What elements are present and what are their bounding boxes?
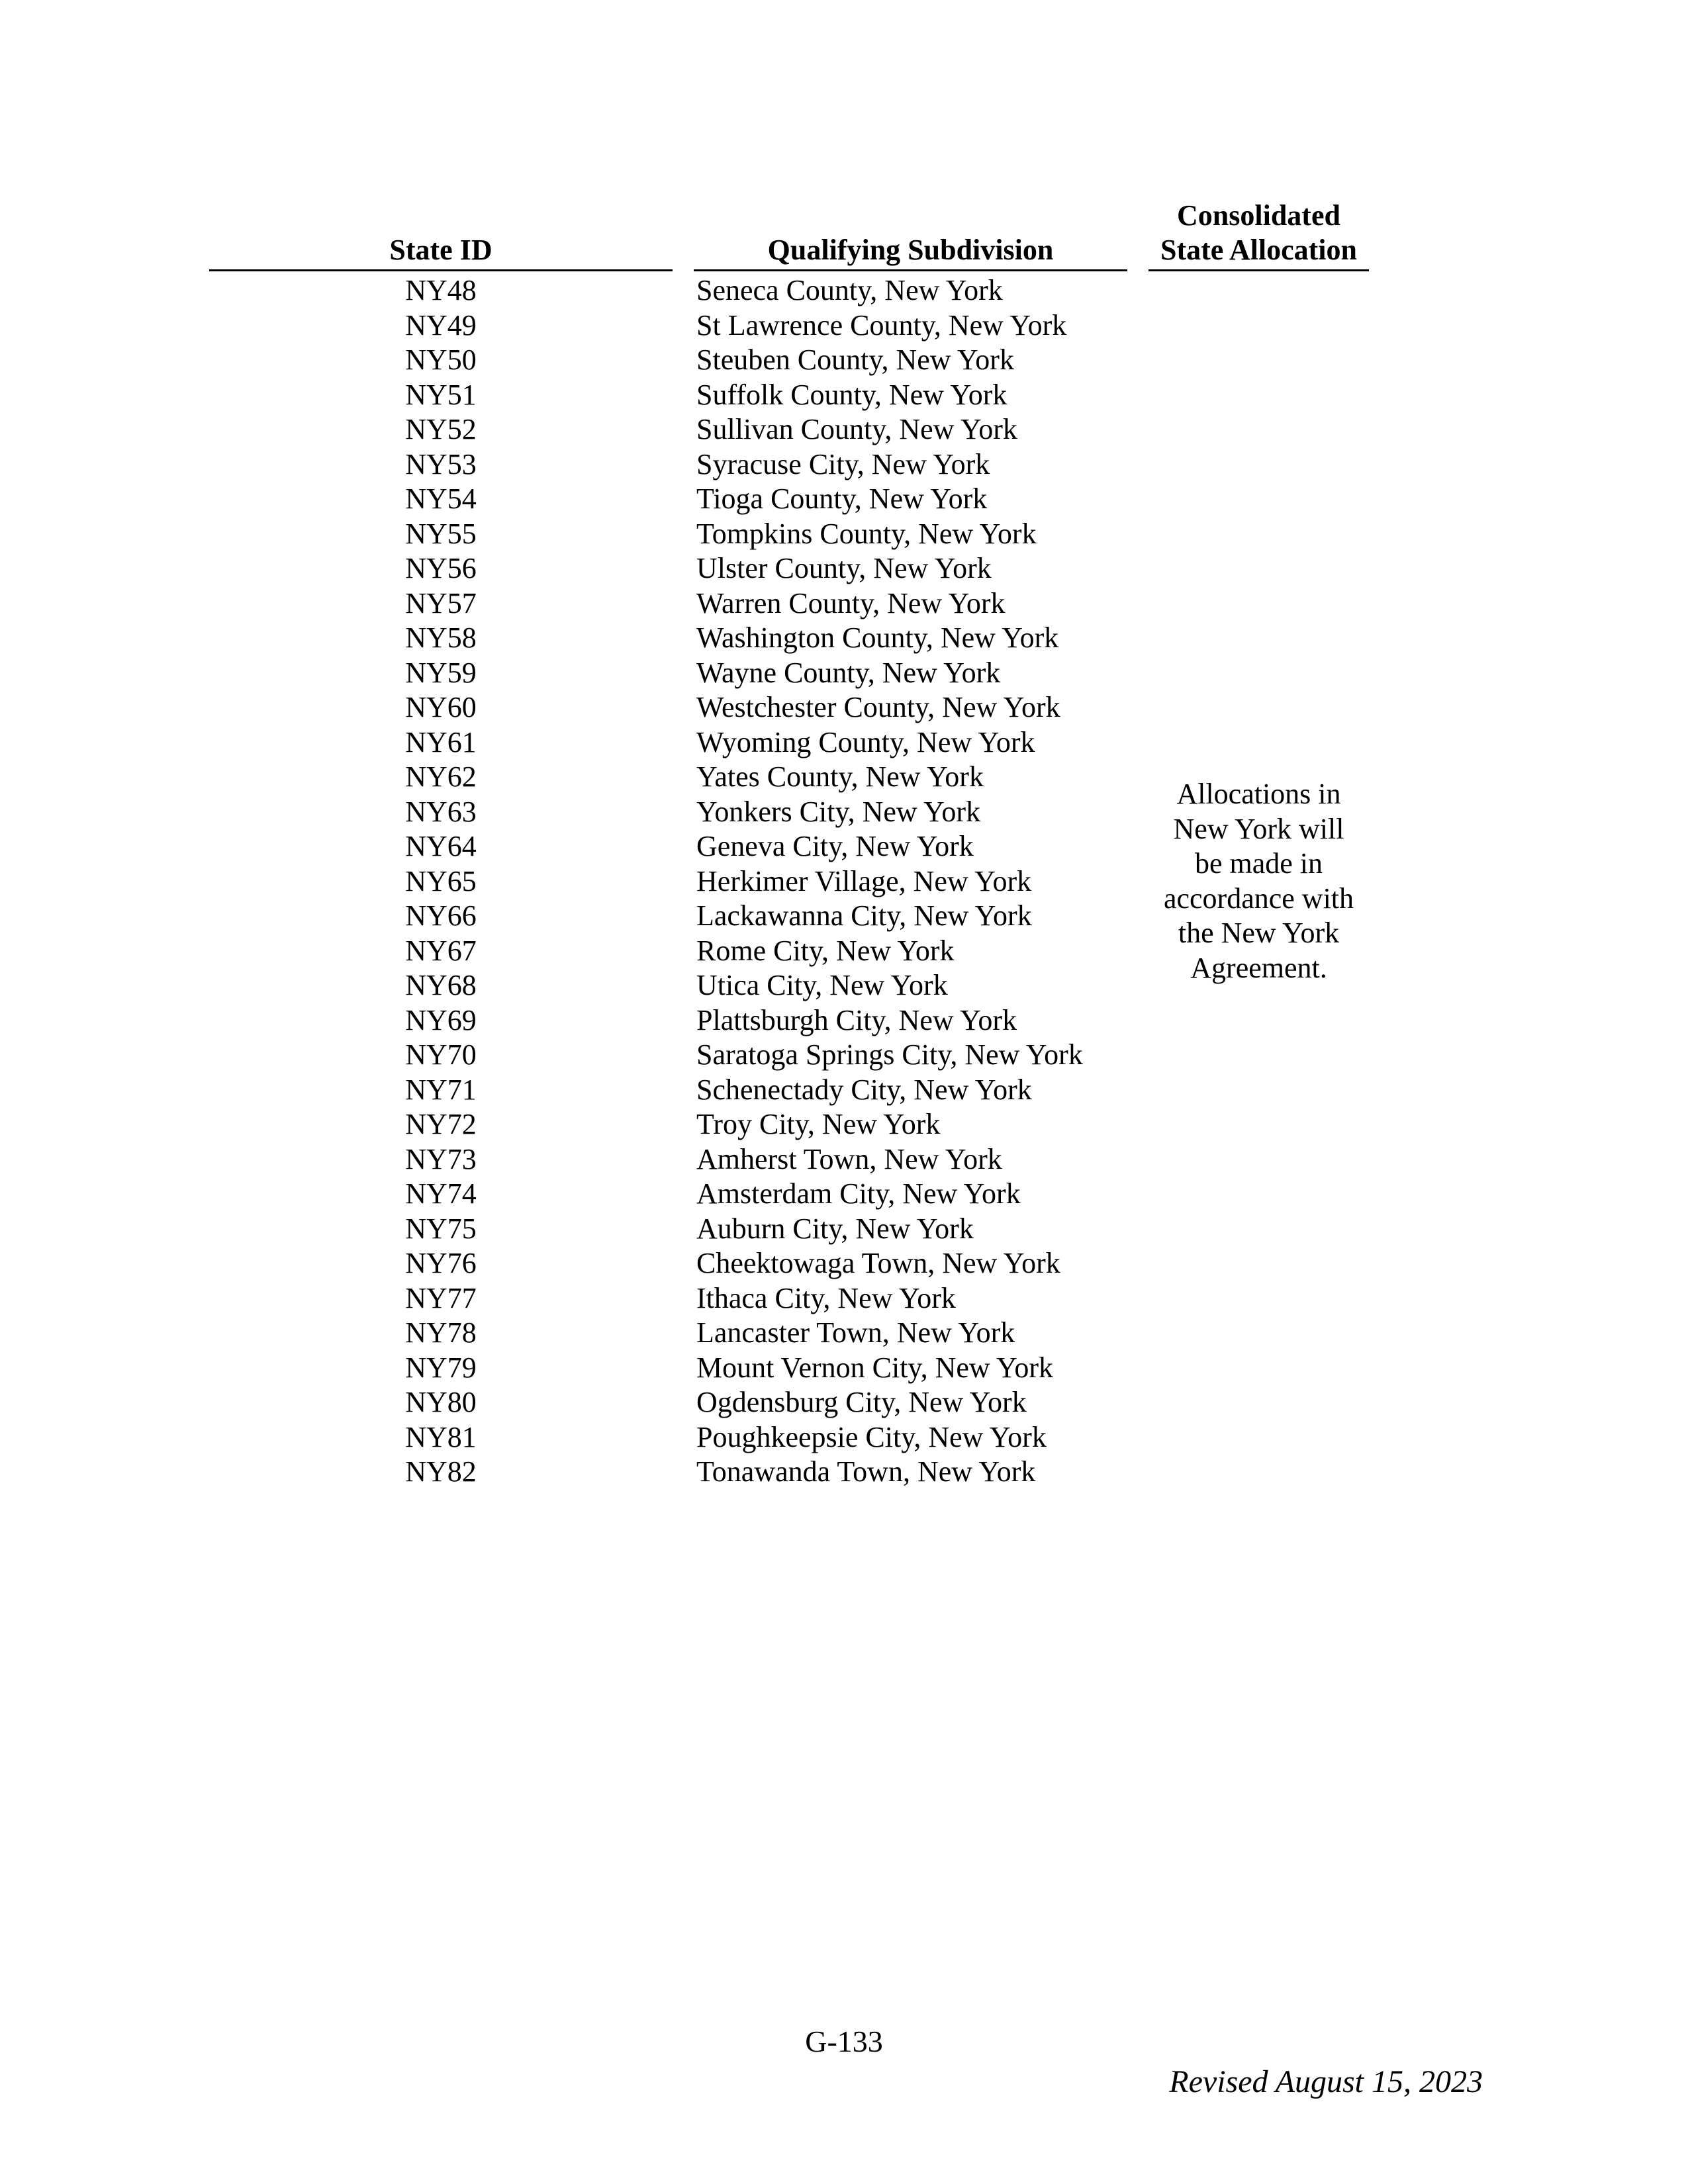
state-id-cell: NY51 (405, 378, 477, 411)
header-consolidated-state-allocation (1149, 199, 1369, 267)
subdivision-cell: Westchester County, New York (696, 691, 1060, 723)
header-allocation-line2: State Allocation (1160, 234, 1357, 266)
state-id-cell: NY52 (405, 413, 477, 445)
table-row (0, 725, 1688, 760)
state-id-cell: NY78 (405, 1316, 477, 1349)
state-id-cell: NY68 (405, 969, 477, 1001)
table-row (0, 1003, 1688, 1038)
table-row (0, 656, 1688, 691)
table-row (0, 308, 1688, 343)
subdivision-cell: Poughkeepsie City, New York (696, 1420, 1047, 1453)
table-row (0, 517, 1688, 552)
state-id-cell: NY74 (405, 1177, 477, 1210)
state-id-cell: NY65 (405, 864, 477, 897)
state-id-cell: NY59 (405, 656, 477, 689)
state-id-cell: NY56 (405, 552, 477, 584)
subdivision-cell: Sullivan County, New York (696, 413, 1017, 445)
table-row (0, 1455, 1688, 1490)
table-row (0, 586, 1688, 621)
table-row (0, 551, 1688, 586)
table-row (0, 273, 1688, 308)
table-row (0, 934, 1688, 969)
state-id-cell: NY57 (405, 586, 477, 619)
table-row (0, 690, 1688, 725)
state-id-cell: NY76 (405, 1247, 477, 1279)
subdivision-cell: Ulster County, New York (696, 552, 992, 584)
table-row (0, 864, 1688, 899)
state-id-cell: NY53 (405, 447, 477, 480)
state-id-cell: NY60 (405, 691, 477, 723)
state-id-cell: NY82 (405, 1455, 477, 1488)
subdivision-cell: Suffolk County, New York (696, 378, 1008, 411)
state-id-cell: NY79 (405, 1351, 477, 1384)
state-id-cell: NY61 (405, 725, 477, 758)
subdivision-cell: Lancaster Town, New York (696, 1316, 1015, 1349)
state-id-cell: NY69 (405, 1003, 477, 1036)
subdivision-cell: Yonkers City, New York (696, 795, 981, 828)
subdivision-cell: Geneva City, New York (696, 830, 974, 862)
state-id-cell: NY50 (405, 343, 477, 376)
table-row (0, 378, 1688, 413)
page-number: G-133 (805, 2025, 883, 2058)
subdivision-cell: Amherst Town, New York (696, 1142, 1002, 1175)
subdivision-cell: Tioga County, New York (696, 482, 988, 515)
table-row (0, 1316, 1688, 1351)
table-row (0, 795, 1688, 830)
state-id-cell: NY58 (405, 621, 477, 654)
state-id-cell: NY55 (405, 517, 477, 550)
subdivision-cell: Amsterdam City, New York (696, 1177, 1021, 1210)
state-id-cell: NY62 (405, 760, 477, 793)
subdivision-cell: Utica City, New York (696, 969, 948, 1001)
subdivision-cell: Tompkins County, New York (696, 517, 1037, 550)
allocation-note: Allocations in New York will be made in accordance with the New York Agreement. (1163, 778, 1354, 984)
table-row (0, 1351, 1688, 1386)
state-id-cell: NY77 (405, 1281, 477, 1314)
revised-date: Revised August 15, 2023 (1169, 2064, 1483, 2099)
subdivision-cell: Schenectady City, New York (696, 1073, 1032, 1106)
subdivision-cell: Lackawanna City, New York (696, 899, 1032, 932)
table-row (0, 760, 1688, 795)
subdivision-cell: Warren County, New York (696, 586, 1006, 619)
table-row (0, 1038, 1688, 1073)
header-rule-subdivision (694, 269, 1127, 271)
header-rule-allocation (1149, 269, 1369, 271)
state-id-cell: NY63 (405, 795, 477, 828)
table-row (0, 1385, 1688, 1420)
table-row (0, 621, 1688, 656)
subdivision-cell: Tonawanda Town, New York (696, 1455, 1036, 1488)
state-id-cell: NY64 (405, 830, 477, 862)
subdivision-cell: Ogdensburg City, New York (696, 1386, 1027, 1418)
state-id-cell: NY81 (405, 1420, 477, 1453)
table-row (0, 1177, 1688, 1212)
subdivision-cell: Cheektowaga Town, New York (696, 1247, 1060, 1279)
subdivision-cell: Rome City, New York (696, 934, 955, 967)
header-rule-state-id (209, 269, 673, 271)
subdivision-cell: Steuben County, New York (696, 343, 1014, 376)
subdivision-cell: Wyoming County, New York (696, 725, 1035, 758)
state-id-cell: NY75 (405, 1212, 477, 1245)
table-row (0, 343, 1688, 378)
subdivision-cell: Auburn City, New York (696, 1212, 974, 1245)
state-id-cell: NY67 (405, 934, 477, 967)
table-row (0, 829, 1688, 864)
table-row (0, 1246, 1688, 1281)
table-row (0, 968, 1688, 1003)
table-row (0, 1420, 1688, 1455)
subdivision-cell: Herkimer Village, New York (696, 864, 1032, 897)
header-state-id: State ID (389, 234, 492, 266)
state-id-cell: NY66 (405, 899, 477, 932)
table-row (0, 1107, 1688, 1142)
subdivision-cell: Troy City, New York (696, 1108, 941, 1140)
state-id-cell: NY80 (405, 1386, 477, 1418)
subdivision-cell: Saratoga Springs City, New York (696, 1038, 1083, 1071)
header-allocation-line1: Consolidated (1177, 199, 1340, 232)
table-row (0, 899, 1688, 934)
subdivision-cell: Seneca County, New York (696, 274, 1003, 306)
table-row (0, 1073, 1688, 1108)
state-id-cell: NY73 (405, 1142, 477, 1175)
table-row (0, 412, 1688, 447)
table-row (0, 1142, 1688, 1177)
subdivision-cell: Washington County, New York (696, 621, 1059, 654)
state-id-cell: NY48 (405, 274, 477, 306)
subdivision-cell: Syracuse City, New York (696, 447, 990, 480)
header-qualifying-subdivision: Qualifying Subdivision (767, 234, 1054, 266)
subdivision-cell: Yates County, New York (696, 760, 984, 793)
table-row (0, 482, 1688, 517)
subdivision-cell: Ithaca City, New York (696, 1281, 956, 1314)
table-row (0, 1281, 1688, 1316)
state-id-cell: NY72 (405, 1108, 477, 1140)
subdivision-cell: Plattsburgh City, New York (696, 1003, 1017, 1036)
subdivision-cell: St Lawrence County, New York (696, 308, 1067, 341)
subdivision-cell: Mount Vernon City, New York (696, 1351, 1054, 1384)
table-row (0, 447, 1688, 482)
state-id-cell: NY71 (405, 1073, 477, 1106)
subdivision-cell: Wayne County, New York (696, 656, 1001, 689)
table-row (0, 1212, 1688, 1247)
state-id-cell: NY70 (405, 1038, 477, 1071)
state-id-cell: NY49 (405, 308, 477, 341)
table-body (0, 273, 1688, 1490)
state-id-cell: NY54 (405, 482, 477, 515)
